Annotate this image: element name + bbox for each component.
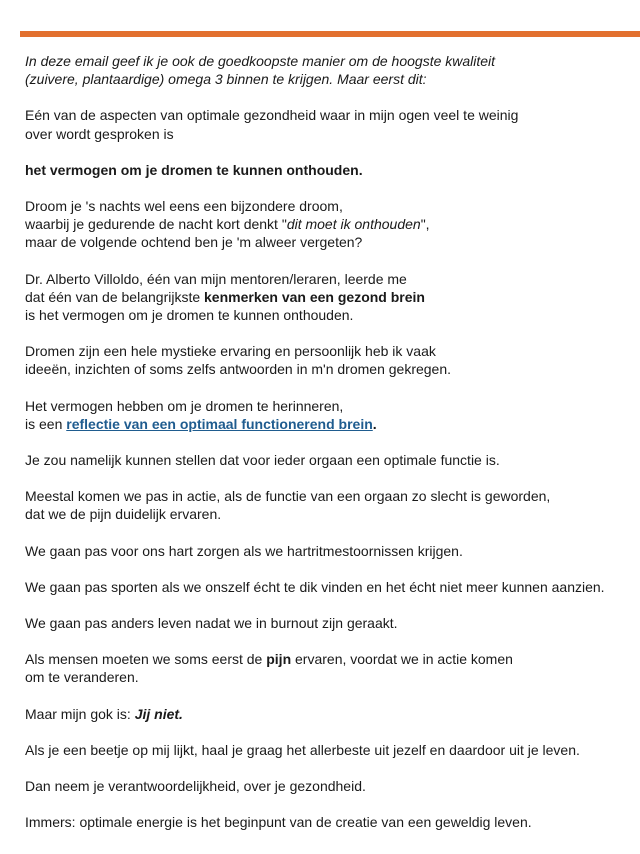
text-fragment: ", bbox=[420, 216, 430, 233]
paragraph bbox=[25, 813, 635, 831]
paragraph bbox=[25, 487, 635, 523]
bold-statement bbox=[25, 161, 635, 179]
bold-phrase: kenmerken van een gezond brein bbox=[204, 288, 425, 305]
paragraph bbox=[25, 614, 635, 632]
text-line: Je zou namelijk kunnen stellen dat voor ieder orgaan een optimale functie is. bbox=[25, 452, 500, 469]
paragraph bbox=[25, 578, 635, 596]
text-line: Dromen zijn een hele mystieke ervaring en persoonlijk heb ik vaak bbox=[25, 343, 436, 360]
paragraph bbox=[25, 451, 635, 469]
text-line: Droom je 's nachts wel eens een bijzondere droom, bbox=[25, 198, 343, 215]
text-line: We gaan pas sporten als we onszelf écht te dik vinden en het écht niet meer kunnen aanzien. bbox=[25, 578, 605, 595]
intro-paragraph bbox=[25, 52, 635, 88]
text-line: Het vermogen hebben om je dromen te herinneren, bbox=[25, 397, 344, 414]
italic-quote: dit moet ik onthouden bbox=[286, 216, 421, 233]
text-fragment: is een bbox=[25, 415, 67, 432]
text-fragment: Maar mijn gok is: bbox=[25, 705, 135, 722]
bold-word: pijn bbox=[266, 651, 292, 668]
paragraph bbox=[25, 270, 635, 325]
paragraph bbox=[25, 777, 635, 795]
paragraph bbox=[25, 106, 635, 142]
text-line: om te veranderen. bbox=[25, 669, 139, 686]
intro-line: (zuivere, plantaardige) omega 3 binnen te krijgen. Maar eerst dit: bbox=[25, 71, 427, 88]
paragraph bbox=[25, 650, 635, 686]
intro-line: In deze email geef ik je ook de goedkoopste manier om de hoogste kwaliteit bbox=[25, 53, 496, 69]
bold-italic-phrase: Jij niet. bbox=[134, 705, 183, 722]
text-line: ideeën, inzichten of soms zelfs antwoorden in m'n dromen gekregen. bbox=[25, 361, 452, 378]
text-line: Dan neem je verantwoordelijkheid, over je gezondheid. bbox=[25, 778, 366, 795]
paragraph bbox=[25, 197, 635, 252]
text-fragment: dat één van de belangrijkste bbox=[25, 288, 205, 305]
paragraph bbox=[25, 397, 635, 433]
paragraph bbox=[25, 542, 635, 560]
text-line: We gaan pas voor ons hart zorgen als we hartritmestoornissen krijgen. bbox=[25, 542, 463, 559]
text-fragment: ervaren, voordat we in actie komen bbox=[291, 651, 513, 668]
email-body bbox=[25, 52, 635, 849]
paragraph bbox=[25, 741, 635, 759]
text-line: Als je een beetje op mij lijkt, haal je graag het allerbeste uit jezelf en daardoor uit je leven. bbox=[25, 741, 580, 758]
text-fragment: . bbox=[372, 415, 377, 432]
text-line: Dr. Alberto Villoldo, één van mijn mentoren/leraren, leerde me bbox=[25, 270, 407, 287]
text-line: over wordt gesproken is bbox=[25, 125, 174, 142]
brain-reflection-link[interactable]: reflectie van een optimaal functionerend brein bbox=[66, 415, 373, 432]
text-fragment: waarbij je gedurende de nacht kort denkt " bbox=[25, 216, 287, 233]
text-line: Immers: optimale energie is het beginpunt van de creatie van een geweldig leven. bbox=[25, 814, 532, 831]
text-line: Eén van de aspecten van optimale gezondheid waar in mijn ogen veel te weinig bbox=[25, 107, 519, 124]
header-accent-bar bbox=[20, 31, 640, 37]
text-fragment: Als mensen moeten we soms eerst de bbox=[25, 651, 267, 668]
paragraph bbox=[25, 342, 635, 378]
text-line: dat we de pijn duidelijk ervaren. bbox=[25, 506, 222, 523]
text-line: Meestal komen we pas in actie, als de functie van een orgaan zo slecht is geworden, bbox=[25, 488, 551, 505]
text-line: maar de volgende ochtend ben je 'm alweer vergeten? bbox=[25, 234, 363, 251]
text-line: We gaan pas anders leven nadat we in burnout zijn geraakt. bbox=[25, 615, 398, 632]
text-line: is het vermogen om je dromen te kunnen onthouden. bbox=[25, 307, 354, 324]
text-line: het vermogen om je dromen te kunnen onthouden. bbox=[25, 161, 363, 178]
paragraph bbox=[25, 705, 635, 723]
